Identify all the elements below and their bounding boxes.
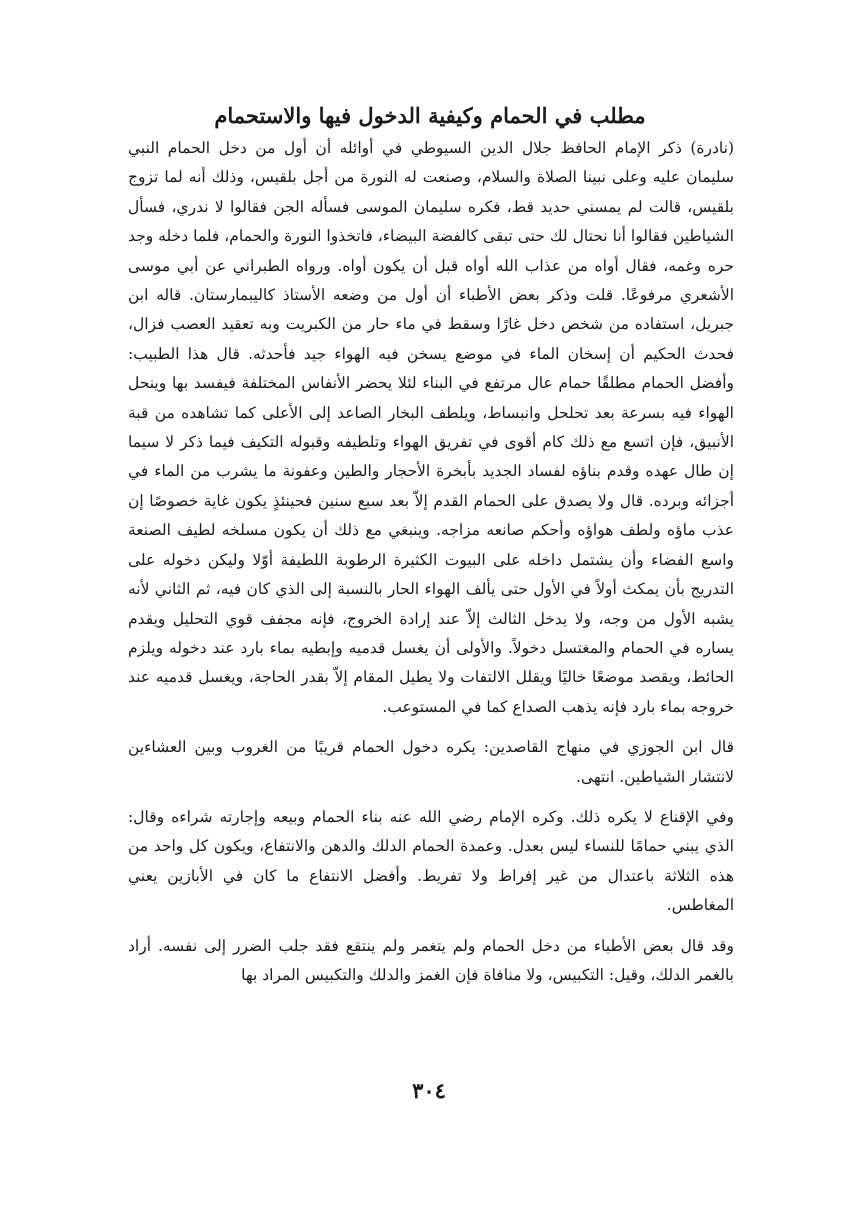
paragraph-ibn-al-jawzi: قال ابن الجوزي في منهاج القاصدين: يكره دخول الحمام قريبًا من الغروب وبين العشاءين لانتشار الشياطين. انتهى. xyxy=(128,738,734,786)
paragraph-iqna: وفي الإقناع لا يكره ذلك. وكره الإمام رضي الله عنه بناء الحمام وبيعه وإجارته شراءه وقال: الذي يبني حمامًا للنساء ليس بعدل. وعمدة الحمام الدلك والدهن والانتفاع، ويكون كل واحد من هذه الثلاثة باعتدال من غير إفراط ولا تفريط. وأفضل الانتفاع ما كان في الأبازين يعني المغاطس. xyxy=(128,807,734,915)
paragraph-physicians: وقد قال بعض الأطباء من دخل الحمام ولم يتغمر ولم ينتقع فقد جلب الضرر إلى نفسه. أراد بالغمر الدلك، وقيل: التكبيس، ولا منافاة فإن الغمز والدلك والتكبيس المراد بها xyxy=(128,936,734,984)
section-heading: مطلب في الحمام وكيفية الدخول فيها والاستحمام xyxy=(214,103,646,129)
paragraph-nadira: (نادرة) ذكر الإمام الحافظ جلال الدين السيوطي في أوائله أن أول من دخل الحمام النبي سليمان عليه وعلى نبينا الصلاة والسلام، وصنعت له النورة من أجل بلقيس، وذلك أنه لما تزوج بلقيس، قالت لم يمسني حديد قط، فكره سليمان الموسى فسأله الجن فقالوا لا ندري، فسأل الشياطين فقالوا أنا نحتال لك حتى تبقى كالفضة البيضاء، فاتخذوا النورة والحمام، فلما دخله وجد حره وغمه، فقال أواه من عذاب الله أواه قبل أن يكون أواه. ورواه الطبراني عن أبي موسى الأشعري مرفوعًا. قلت وذكر بعض الأطباء أن أول من وضعه الأستاذ كاليبمارستان. قاله ابن جبريل، استفاده من شخص دخل غارًا وسقط في ماء حار من الكبريت وبه تعقيد العصب فزال، فحدث الحكيم أن إسخان الماء في موضع يسخن فيه الهواء جيد فأحدثه. قال هذا الطبيب: وأفضل الحمام مطلقًا حمام عال مرتفع في البناء لئلا يحضر الأنفاس المختلفة فيفسد بها وينحل الهواء فيه بسرعة بعد تحلحل وانبساط، ويلطف البخار الصاعد إلى الأعلى كما تشاهده من قبة الأنبيق، فإن اتسع مع ذلك كام أقوى في تفريق الهواء وتلطيفه وقبوله التكيف فيما ذكر لا سيما إن طال عهده وقدم بناؤه لفساد الجديد بأبخرة الأحجار والطين وعفونة ما يشرب من الماء في أجزائه وبرده. قال ولا يصدق على الحمام القدم إلاّ بعد سبع سنين فحينئذٍ يكون غاية خصوصًا إن عذب ماؤه ولطف هواؤه وأحكم صانعه مزاجه. وينبغي مع ذلك أن يكون مسلخه لطيف الصنعة واسع الفضاء وأن يشتمل داخله على البيوت الكثيرة الرطوبة اللطيفة أوّلا وليكن دخوله على التدريج بأن يمكث أولاً في الأول حتى يألف الهواء الحار بالنسبة إلى الذي كان فيه، ثم الثاني لأنه يشبه الأول من وجه، ولا يدخل الثالث إلاّ عند إرادة الخروج، فإنه مجفف قوي التحليل ويقدم يساره في الحمام والمغتسل دخولاً. والأولى أن يغسل قدميه وإبطيه بماء بارد عند دخوله ويلزم الحائط، ويقصد موضعًا خاليًا ويقلل الالتفات ولا يطيل المقام إلاّ بقدر الحاجة، ويغسل قدميه عند خروجه بماء بارد فإنه يذهب الصداع كما في المستوعب. xyxy=(128,139,734,716)
body-text xyxy=(128,134,734,990)
page-number: ٣٠٤ xyxy=(412,1078,446,1103)
